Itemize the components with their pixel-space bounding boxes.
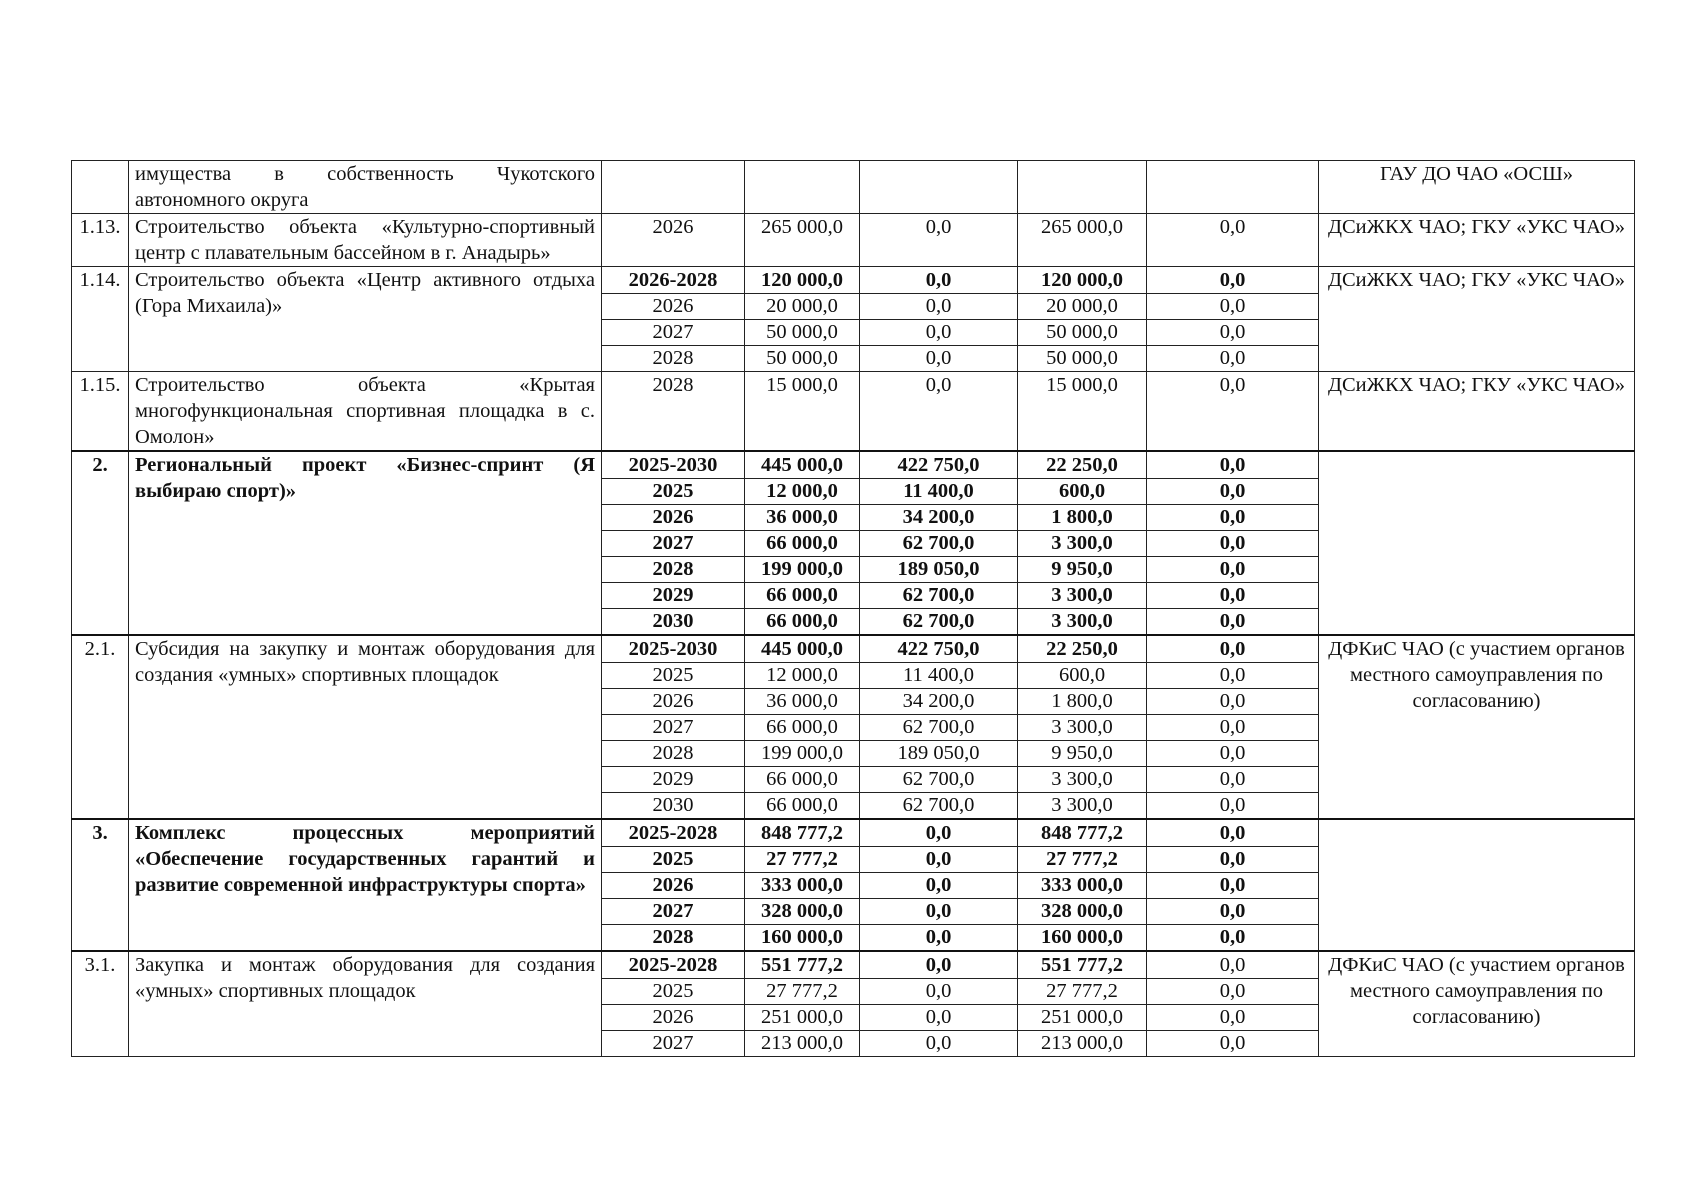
responsible-executor: ДФКиС ЧАО (с участием органов местного самоуправления по согласованию) [1319, 635, 1635, 819]
period-cell: 2029 [602, 767, 745, 793]
period-cell [602, 161, 745, 214]
responsible-executor: ДСиЖКХ ЧАО; ГКУ «УКС ЧАО» [1319, 267, 1635, 372]
other-sources-cell: 0,0 [1147, 372, 1319, 452]
table-row [72, 819, 1635, 847]
regional-budget-cell: 3 300,0 [1018, 609, 1147, 636]
total-cell: 66 000,0 [745, 609, 860, 636]
table-row [72, 214, 1635, 267]
period-cell: 2025-2030 [602, 451, 745, 479]
period-cell: 2026 [602, 294, 745, 320]
table-row [72, 451, 1635, 479]
other-sources-cell: 0,0 [1147, 505, 1319, 531]
regional-budget-cell: 50 000,0 [1018, 320, 1147, 346]
other-sources-cell: 0,0 [1147, 1005, 1319, 1031]
period-cell: 2025 [602, 979, 745, 1005]
period-cell: 2025 [602, 663, 745, 689]
period-cell: 2025 [602, 479, 745, 505]
other-sources-cell: 0,0 [1147, 609, 1319, 636]
total-cell: 333 000,0 [745, 873, 860, 899]
responsible-executor: ДФКиС ЧАО (с участием органов местного самоуправления по согласованию) [1319, 951, 1635, 1057]
item-description: имущества в собственность Чукотского автономного округа [129, 161, 602, 214]
regional-budget-cell: 213 000,0 [1018, 1031, 1147, 1057]
total-cell: 199 000,0 [745, 557, 860, 583]
total-cell: 328 000,0 [745, 899, 860, 925]
other-sources-cell: 0,0 [1147, 767, 1319, 793]
table-body [72, 161, 1635, 1057]
total-cell: 445 000,0 [745, 451, 860, 479]
item-number [72, 161, 129, 214]
total-cell: 848 777,2 [745, 819, 860, 847]
other-sources-cell: 0,0 [1147, 294, 1319, 320]
period-cell: 2028 [602, 372, 745, 452]
period-cell: 2027 [602, 320, 745, 346]
other-sources-cell: 0,0 [1147, 741, 1319, 767]
period-cell: 2028 [602, 925, 745, 952]
responsible-executor: ДСиЖКХ ЧАО; ГКУ «УКС ЧАО» [1319, 372, 1635, 452]
regional-budget-cell: 27 777,2 [1018, 847, 1147, 873]
total-cell: 20 000,0 [745, 294, 860, 320]
other-sources-cell: 0,0 [1147, 531, 1319, 557]
federal-budget-cell: 189 050,0 [860, 741, 1018, 767]
table-row [72, 267, 1635, 294]
regional-budget-cell: 551 777,2 [1018, 951, 1147, 979]
regional-budget-cell: 251 000,0 [1018, 1005, 1147, 1031]
period-cell: 2030 [602, 793, 745, 820]
item-description: Закупка и монтаж оборудования для создания «умных» спортивных площадок [129, 951, 602, 1057]
total-cell: 213 000,0 [745, 1031, 860, 1057]
total-cell [745, 161, 860, 214]
total-cell: 27 777,2 [745, 979, 860, 1005]
period-cell: 2026 [602, 505, 745, 531]
period-cell: 2025-2028 [602, 951, 745, 979]
other-sources-cell: 0,0 [1147, 557, 1319, 583]
period-cell: 2030 [602, 609, 745, 636]
table-row [72, 161, 1635, 214]
federal-budget-cell: 0,0 [860, 346, 1018, 372]
item-number: 2.1. [72, 635, 129, 819]
period-cell: 2029 [602, 583, 745, 609]
period-cell: 2026 [602, 1005, 745, 1031]
federal-budget-cell: 34 200,0 [860, 505, 1018, 531]
total-cell: 66 000,0 [745, 767, 860, 793]
federal-budget-cell: 0,0 [860, 320, 1018, 346]
regional-budget-cell: 848 777,2 [1018, 819, 1147, 847]
period-cell: 2026 [602, 873, 745, 899]
period-cell: 2025-2030 [602, 635, 745, 663]
federal-budget-cell: 62 700,0 [860, 715, 1018, 741]
total-cell: 50 000,0 [745, 346, 860, 372]
other-sources-cell: 0,0 [1147, 1031, 1319, 1057]
period-cell: 2026 [602, 214, 745, 267]
item-number: 3.1. [72, 951, 129, 1057]
period-cell: 2028 [602, 741, 745, 767]
total-cell: 120 000,0 [745, 267, 860, 294]
responsible-executor: ДСиЖКХ ЧАО; ГКУ «УКС ЧАО» [1319, 214, 1635, 267]
regional-budget-cell: 3 300,0 [1018, 715, 1147, 741]
period-cell: 2026 [602, 689, 745, 715]
federal-budget-cell: 0,0 [860, 925, 1018, 952]
responsible-executor [1319, 451, 1635, 635]
item-number: 2. [72, 451, 129, 635]
federal-budget-cell: 0,0 [860, 979, 1018, 1005]
federal-budget-cell: 189 050,0 [860, 557, 1018, 583]
regional-budget-cell: 333 000,0 [1018, 873, 1147, 899]
federal-budget-cell: 62 700,0 [860, 793, 1018, 820]
regional-budget-cell: 27 777,2 [1018, 979, 1147, 1005]
program-financing-table [71, 160, 1635, 1057]
total-cell: 445 000,0 [745, 635, 860, 663]
item-description: Комплекс процессных мероприятий «Обеспечение государственных гарантий и развитие современной инфраструктуры спорта» [129, 819, 602, 951]
total-cell: 12 000,0 [745, 479, 860, 505]
period-cell: 2025 [602, 847, 745, 873]
regional-budget-cell: 120 000,0 [1018, 267, 1147, 294]
regional-budget-cell: 9 950,0 [1018, 741, 1147, 767]
total-cell: 199 000,0 [745, 741, 860, 767]
total-cell: 66 000,0 [745, 715, 860, 741]
table-row [72, 372, 1635, 452]
period-cell: 2027 [602, 1031, 745, 1057]
total-cell: 66 000,0 [745, 583, 860, 609]
other-sources-cell: 0,0 [1147, 951, 1319, 979]
regional-budget-cell: 3 300,0 [1018, 793, 1147, 820]
table-row [72, 951, 1635, 979]
federal-budget-cell: 11 400,0 [860, 479, 1018, 505]
other-sources-cell: 0,0 [1147, 847, 1319, 873]
regional-budget-cell: 50 000,0 [1018, 346, 1147, 372]
regional-budget-cell [1018, 161, 1147, 214]
item-description: Региональный проект «Бизнес-спринт (Я выбираю спорт)» [129, 451, 602, 635]
table-row [72, 635, 1635, 663]
regional-budget-cell: 3 300,0 [1018, 583, 1147, 609]
total-cell: 251 000,0 [745, 1005, 860, 1031]
regional-budget-cell: 600,0 [1018, 479, 1147, 505]
total-cell: 66 000,0 [745, 531, 860, 557]
item-description: Строительство объекта «Культурно-спортивный центр с плавательным бассейном в г. Анадырь» [129, 214, 602, 267]
period-cell: 2028 [602, 557, 745, 583]
total-cell: 66 000,0 [745, 793, 860, 820]
other-sources-cell [1147, 161, 1319, 214]
federal-budget-cell: 0,0 [860, 214, 1018, 267]
total-cell: 15 000,0 [745, 372, 860, 452]
item-description: Строительство объекта «Крытая многофункциональная спортивная площадка в с. Омолон» [129, 372, 602, 452]
total-cell: 551 777,2 [745, 951, 860, 979]
federal-budget-cell: 0,0 [860, 899, 1018, 925]
federal-budget-cell: 422 750,0 [860, 635, 1018, 663]
federal-budget-cell: 62 700,0 [860, 767, 1018, 793]
other-sources-cell: 0,0 [1147, 979, 1319, 1005]
total-cell: 50 000,0 [745, 320, 860, 346]
regional-budget-cell: 3 300,0 [1018, 767, 1147, 793]
other-sources-cell: 0,0 [1147, 346, 1319, 372]
total-cell: 265 000,0 [745, 214, 860, 267]
other-sources-cell: 0,0 [1147, 583, 1319, 609]
other-sources-cell: 0,0 [1147, 635, 1319, 663]
total-cell: 12 000,0 [745, 663, 860, 689]
regional-budget-cell: 9 950,0 [1018, 557, 1147, 583]
period-cell: 2028 [602, 346, 745, 372]
other-sources-cell: 0,0 [1147, 689, 1319, 715]
other-sources-cell: 0,0 [1147, 793, 1319, 820]
federal-budget-cell [860, 161, 1018, 214]
federal-budget-cell: 0,0 [860, 267, 1018, 294]
period-cell: 2025-2028 [602, 819, 745, 847]
period-cell: 2027 [602, 531, 745, 557]
period-cell: 2026-2028 [602, 267, 745, 294]
item-number: 1.13. [72, 214, 129, 267]
regional-budget-cell: 15 000,0 [1018, 372, 1147, 452]
regional-budget-cell: 265 000,0 [1018, 214, 1147, 267]
period-cell: 2027 [602, 715, 745, 741]
item-number: 1.15. [72, 372, 129, 452]
federal-budget-cell: 422 750,0 [860, 451, 1018, 479]
other-sources-cell: 0,0 [1147, 873, 1319, 899]
federal-budget-cell: 0,0 [860, 372, 1018, 452]
regional-budget-cell: 1 800,0 [1018, 505, 1147, 531]
other-sources-cell: 0,0 [1147, 899, 1319, 925]
other-sources-cell: 0,0 [1147, 320, 1319, 346]
regional-budget-cell: 328 000,0 [1018, 899, 1147, 925]
federal-budget-cell: 0,0 [860, 951, 1018, 979]
regional-budget-cell: 22 250,0 [1018, 451, 1147, 479]
other-sources-cell: 0,0 [1147, 925, 1319, 952]
item-number: 3. [72, 819, 129, 951]
item-number: 1.14. [72, 267, 129, 372]
federal-budget-cell: 0,0 [860, 1005, 1018, 1031]
federal-budget-cell: 11 400,0 [860, 663, 1018, 689]
federal-budget-cell: 62 700,0 [860, 583, 1018, 609]
item-description: Субсидия на закупку и монтаж оборудования для создания «умных» спортивных площадок [129, 635, 602, 819]
federal-budget-cell: 0,0 [860, 819, 1018, 847]
federal-budget-cell: 62 700,0 [860, 609, 1018, 636]
regional-budget-cell: 22 250,0 [1018, 635, 1147, 663]
period-cell: 2027 [602, 899, 745, 925]
federal-budget-cell: 0,0 [860, 294, 1018, 320]
federal-budget-cell: 0,0 [860, 847, 1018, 873]
responsible-executor: ГАУ ДО ЧАО «ОСШ» [1319, 161, 1635, 214]
regional-budget-cell: 1 800,0 [1018, 689, 1147, 715]
regional-budget-cell: 160 000,0 [1018, 925, 1147, 952]
other-sources-cell: 0,0 [1147, 715, 1319, 741]
federal-budget-cell: 62 700,0 [860, 531, 1018, 557]
other-sources-cell: 0,0 [1147, 819, 1319, 847]
total-cell: 27 777,2 [745, 847, 860, 873]
regional-budget-cell: 3 300,0 [1018, 531, 1147, 557]
total-cell: 36 000,0 [745, 689, 860, 715]
item-description: Строительство объекта «Центр активного отдыха (Гора Михаила)» [129, 267, 602, 372]
total-cell: 36 000,0 [745, 505, 860, 531]
regional-budget-cell: 20 000,0 [1018, 294, 1147, 320]
total-cell: 160 000,0 [745, 925, 860, 952]
other-sources-cell: 0,0 [1147, 267, 1319, 294]
federal-budget-cell: 0,0 [860, 1031, 1018, 1057]
federal-budget-cell: 34 200,0 [860, 689, 1018, 715]
other-sources-cell: 0,0 [1147, 479, 1319, 505]
other-sources-cell: 0,0 [1147, 663, 1319, 689]
regional-budget-cell: 600,0 [1018, 663, 1147, 689]
other-sources-cell: 0,0 [1147, 214, 1319, 267]
responsible-executor [1319, 819, 1635, 951]
federal-budget-cell: 0,0 [860, 873, 1018, 899]
other-sources-cell: 0,0 [1147, 451, 1319, 479]
